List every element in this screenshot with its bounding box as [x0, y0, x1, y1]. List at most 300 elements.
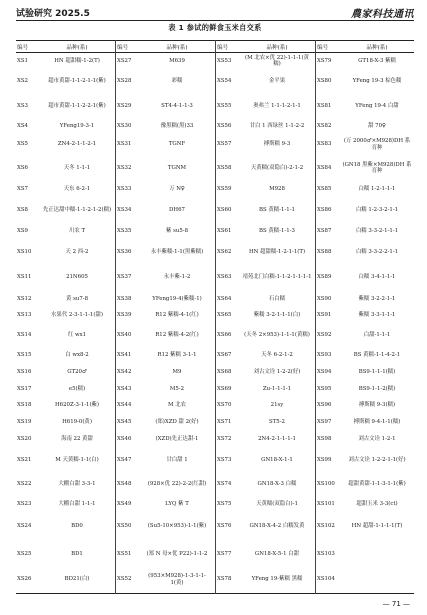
table-column-group [116, 40, 214, 594]
cell-number: XS20 [17, 436, 32, 443]
table-row [116, 94, 214, 118]
cell-number: XS57 [217, 141, 232, 148]
cell-number: XS36 [117, 248, 132, 255]
cell-variety: e5(糯) [68, 385, 86, 392]
cell-variety: 先正达甜中糯-1-1-2-1-2(糯) [42, 206, 112, 213]
cell-number: XS98 [317, 436, 332, 443]
cell-variety: 天东 6-2-1 [63, 185, 91, 192]
table-row [16, 53, 114, 69]
cell-number: XS80 [317, 78, 332, 85]
cell-variety: R12 紫糯-4-1(红) [155, 312, 199, 319]
table-row [316, 540, 414, 568]
cell-number: XS81 [317, 102, 332, 109]
table-column-group [316, 40, 414, 594]
page-header [16, 5, 414, 21]
cell-variety: M9 [172, 369, 182, 376]
cell-variety: 豫黑糯(黑)33 [160, 122, 194, 129]
cell-variety: 金平果 [268, 78, 286, 85]
cell-number: XS75 [217, 501, 232, 508]
table-row [16, 155, 114, 181]
cell-variety: 搏斯糯 9-4-1-1(糯) [353, 419, 401, 426]
cell-number: XS84 [317, 164, 332, 171]
cell-number: XS72 [217, 436, 232, 443]
cell-number: XS46 [117, 436, 132, 443]
table-row [16, 134, 114, 155]
cell-variety: HN 超甜-1-1-1-1(T) [351, 523, 403, 530]
table-row [316, 324, 414, 347]
table-row [216, 240, 314, 264]
cell-number: XS29 [117, 102, 132, 109]
table-row [16, 540, 114, 568]
table-row [16, 223, 114, 240]
table-row [116, 181, 214, 197]
table-row [16, 513, 114, 540]
cell-number: XS23 [17, 501, 32, 508]
table-row [216, 364, 314, 381]
table-row [216, 513, 314, 540]
cell-variety: ZN4-2-1-1-2-1 [57, 141, 97, 148]
cell-number: XS69 [217, 385, 232, 392]
cell-number: XS100 [317, 481, 335, 488]
cell-variety: M 天黄糯-1-1(白) [55, 457, 99, 464]
cell-variety: GN18-X-1-1 [261, 457, 293, 464]
cell-variety: 搏斯糯 9-3(糯) [358, 402, 396, 409]
cell-variety: 甘白 1 西绿丝 1-1-2-2 [249, 122, 305, 129]
table-row [316, 264, 414, 291]
cell-variety [340, 568, 414, 591]
table-row [316, 381, 414, 397]
table-row [16, 264, 114, 291]
cell-number: XS89 [317, 274, 332, 281]
cell-variety: M5-2 [169, 385, 185, 392]
table-row [316, 568, 414, 591]
cell-number: XS65 [217, 312, 232, 319]
cell-variety: 紫糯 3-3-1-1-1 [358, 312, 396, 319]
cell-variety: 白 wx8-2 [65, 352, 89, 359]
table-row [116, 291, 214, 307]
cell-variety: (Su5-10×953)-1-1(紫) [147, 523, 207, 530]
cell-variety: 红 wx1 [67, 332, 87, 339]
cell-number: XS79 [317, 57, 332, 64]
cell-number: XS2 [17, 78, 28, 85]
cell-variety [340, 540, 414, 568]
cell-number: XS87 [317, 228, 332, 235]
cell-number: XS71 [217, 419, 232, 426]
cell-variety: 紫糯 3-2-2-1-1 [358, 295, 396, 302]
table-row [316, 513, 414, 540]
table-row [116, 155, 214, 181]
table-row [316, 431, 414, 448]
table-row [216, 134, 314, 155]
cell-number: XS1 [17, 57, 28, 64]
cell-number: XS90 [317, 295, 332, 302]
cell-variety: 永丰紫糯-1-1(黑紫糯) [150, 248, 204, 255]
cell-variety: 天黄糯(双隐白)-2-1-2 [250, 164, 304, 171]
cell-number: XS54 [217, 78, 232, 85]
table-row [116, 347, 214, 364]
cell-number: XS49 [117, 501, 132, 508]
cell-variety: H619-0(黄) [62, 419, 92, 426]
cell-number: XS83 [317, 141, 332, 148]
cell-variety: YFeng19-3-1 [59, 122, 95, 129]
cell-variety: 紫糯 3-2-1-1-1(白) [253, 312, 301, 319]
table-row [316, 53, 414, 69]
table-row [116, 240, 214, 264]
cell-number: XS56 [217, 122, 232, 129]
table-row [316, 347, 414, 364]
table-row [316, 134, 414, 155]
cell-variety: GT18-X-3 紫糯 [358, 57, 396, 64]
cell-variety: 白糯 3-3-2-2-1-1 [355, 248, 399, 255]
table-row [316, 223, 414, 240]
cell-number: XS12 [17, 295, 32, 302]
table-row [216, 181, 314, 197]
cell-variety: 21N605 [66, 274, 88, 281]
table-row [16, 364, 114, 381]
table-row [16, 568, 114, 591]
table-column-group [16, 40, 114, 594]
table-row [216, 69, 314, 94]
cell-number: XS21 [17, 457, 32, 464]
cell-number: XS15 [17, 352, 32, 359]
cell-number: XS73 [217, 457, 232, 464]
table-row [116, 53, 214, 69]
cell-number: XS68 [217, 369, 232, 376]
table-row [116, 513, 214, 540]
table-row [216, 448, 314, 473]
cell-number: XS62 [217, 248, 232, 255]
table-row [16, 118, 114, 134]
cell-number: XS26 [17, 576, 32, 583]
cell-number: XS51 [117, 550, 132, 557]
cell-number: XS82 [317, 122, 332, 129]
table-row [16, 94, 114, 118]
cell-number: XS101 [317, 501, 335, 508]
cell-variety: YFeng 19-紫糯 黑糯 [251, 576, 303, 583]
cell-variety: H620Z-3-1-1(紫) [54, 402, 100, 409]
cell-number: XS91 [317, 312, 332, 319]
table-row [316, 94, 414, 118]
cell-variety: BS 黄糯-1-1-4-2-1 [353, 352, 401, 359]
cell-variety: YFeng 19-3 棕色糯 [352, 78, 402, 85]
inbred-lines-table [16, 40, 414, 594]
cell-variety: (M 北农×优 22)-1-1-1(黄糯) [245, 54, 309, 67]
cell-number: XS43 [117, 385, 132, 392]
cell-variety: 大棚白甜 1-1-1 [58, 501, 96, 508]
cell-number: XS25 [17, 550, 32, 557]
cell-variety: 刘古文诠 1-2-2-1-1(好) [348, 457, 406, 464]
cell-number: XS44 [117, 402, 132, 409]
cell-number: XS85 [317, 185, 332, 192]
cell-variety: 刘古文诠 1-2-1 [358, 436, 396, 443]
cell-number: XS10 [17, 248, 32, 255]
cell-number: XS64 [217, 295, 232, 302]
cell-variety: (953×M928)-1-3-1-1-1(黄) [148, 573, 206, 586]
cell-number: XS86 [317, 206, 332, 213]
table-row [216, 397, 314, 414]
table-row [16, 69, 114, 94]
cell-number: XS52 [117, 576, 132, 583]
cell-number: XS33 [117, 185, 132, 192]
table-row [116, 134, 214, 155]
table-row [116, 264, 214, 291]
cell-variety: GN18-X-4-2 白糯发黄 [249, 523, 305, 530]
cell-number: XS95 [317, 385, 332, 392]
cell-number: XS76 [217, 523, 232, 530]
cell-number: XS11 [17, 274, 32, 281]
cell-number: XS24 [17, 523, 32, 530]
table-row [216, 381, 314, 397]
table-row [16, 496, 114, 513]
cell-variety: BS9-1-1-1(糯) [358, 369, 396, 376]
table-row [216, 307, 314, 324]
table-row [316, 118, 414, 134]
cell-variety: 搏斯糯 9-3 [263, 141, 291, 148]
table-row [216, 155, 314, 181]
header-rule [16, 20, 414, 21]
cell-number: XS48 [117, 481, 132, 488]
cell-number: XS53 [217, 57, 232, 64]
cell-variety: LYQ 紫 T [165, 501, 189, 508]
cell-number: XS47 [117, 457, 132, 464]
cell-variety: 刘古文诠 1-2-2(好) [253, 369, 301, 376]
cell-variety: 大棚白甜 3-3-1 [58, 481, 96, 488]
cell-number: XS92 [317, 332, 332, 339]
cell-variety: DH67 [169, 206, 185, 213]
table-row [116, 364, 214, 381]
page-number: — 71 — [382, 600, 410, 608]
cell-number: XS19 [17, 419, 32, 426]
cell-variety: HN 超甜糯-1-2-1-1(T) [248, 248, 306, 255]
cell-number: XS102 [317, 523, 335, 530]
cell-variety: GT20♂ [67, 369, 87, 376]
cell-number: XS31 [117, 141, 132, 148]
cell-variety: YFeng19-4(紫糯-1) [152, 295, 202, 302]
cell-variety: (郑)XZD 甜 2(好) [155, 419, 199, 426]
header-number: 编号 [117, 44, 129, 51]
table-row [116, 431, 214, 448]
table-row [116, 568, 214, 591]
cell-variety: 甜 70♀ [368, 122, 386, 129]
cell-number: XS14 [17, 332, 32, 339]
cell-variety: 超甜黄甜-1-1-3-1-1(紫) [348, 481, 406, 488]
cell-number: XS45 [117, 419, 132, 426]
cell-variety: 永丰紫-1-2 [163, 274, 191, 281]
table-row [316, 496, 414, 513]
cell-variety: 天 2 西-2 [65, 248, 89, 255]
cell-variety: 靖苑北门白糯-1-1-2-1-1-1-1 [242, 274, 312, 281]
cell-number: XS37 [117, 274, 132, 281]
cell-variety: (GN18 黑紫×M928)DH 系育种 [342, 161, 412, 174]
table-row [216, 540, 314, 568]
cell-number: XS32 [117, 164, 132, 171]
cell-variety: 天冬 6-2-1-2 [261, 352, 293, 359]
cell-number: XS97 [317, 419, 332, 426]
table-row [116, 397, 214, 414]
cell-number: XS58 [217, 164, 232, 171]
table-row [216, 118, 314, 134]
cell-number: XS16 [17, 369, 32, 376]
cell-variety: YFeng 19-4 白甜 [355, 102, 399, 109]
cell-variety: 万 N♀ [169, 185, 185, 192]
header-number: 编号 [17, 44, 29, 51]
cell-number: XS59 [217, 185, 232, 192]
cell-number: XS67 [217, 352, 232, 359]
table-row [216, 568, 314, 591]
cell-variety: (XZD)先正达甜-1 [155, 436, 199, 443]
header-number: 编号 [217, 44, 229, 51]
table-header-row [16, 41, 114, 52]
cell-number: XS40 [117, 332, 132, 339]
table-row [116, 197, 214, 223]
cell-variety: BD0 [71, 523, 83, 530]
cell-number: XS22 [17, 481, 32, 488]
cell-variety: 川农 T [68, 228, 86, 235]
cell-number: XS38 [117, 295, 132, 302]
cell-number: XS7 [17, 185, 28, 192]
table-row [216, 324, 314, 347]
cell-variety: 超市黄甜-1-1-2-2-1(紫) [48, 102, 106, 109]
table-row [116, 448, 214, 473]
cell-variety: 奥弗兰 1-1-1-2-1-1 [253, 102, 301, 109]
cell-number: XS27 [117, 57, 132, 64]
table-row [16, 431, 114, 448]
cell-number: XS63 [217, 274, 232, 281]
table-row [16, 381, 114, 397]
table-row [116, 381, 214, 397]
cell-number: XS99 [317, 457, 332, 464]
cell-variety: 白甜-1-1-1 [363, 332, 391, 339]
table-row [216, 496, 314, 513]
header-number: 编号 [317, 44, 329, 51]
cell-number: XS66 [217, 332, 232, 339]
cell-variety: (天冬 2×953)-1-1-1(黄糯) [244, 332, 310, 339]
header-variety: 品种(系) [366, 44, 388, 51]
table-row [216, 223, 314, 240]
table-row [216, 264, 314, 291]
cell-variety: 水果代 2-3-1-1-1(甜) [51, 312, 103, 319]
table-row [216, 414, 314, 431]
table-row [16, 324, 114, 347]
cell-number: XS74 [217, 481, 232, 488]
table-row [316, 448, 414, 473]
table-row [316, 240, 414, 264]
cell-variety: 石白糯 [268, 295, 286, 302]
cell-number: XS104 [317, 576, 335, 583]
table-row [116, 118, 214, 134]
cell-number: XS42 [117, 369, 132, 376]
cell-variety: 黄 su7-8 [65, 295, 89, 302]
cell-number: XS8 [17, 206, 28, 213]
cell-number: XS6 [17, 164, 28, 171]
table-row [16, 448, 114, 473]
cell-variety: M928 [269, 185, 285, 192]
cell-variety: 白糯 1-2-1-1-1 [358, 185, 396, 192]
cell-number: XS88 [317, 248, 332, 255]
table-row [16, 414, 114, 431]
cell-variety: 海南 22 黄甜 [61, 436, 93, 443]
table-row [16, 291, 114, 307]
cell-variety: BD1 [71, 550, 83, 557]
cell-number: XS103 [317, 550, 335, 557]
cell-variety: 超市黄甜-1-1-2-1-1(紫) [48, 78, 106, 85]
table-title: 表 1 参试的鲜食玉米自交系 [168, 23, 262, 32]
table-row [16, 397, 114, 414]
cell-number: XS94 [317, 369, 332, 376]
cell-variety: 甘白甜 1 [166, 457, 188, 464]
table-column-group [216, 40, 314, 594]
cell-variety: 紫 su5-8 [165, 228, 189, 235]
cell-variety: BS 黄糯-1-1-3 [259, 228, 295, 235]
header-variety: 品种(系) [166, 44, 188, 51]
cell-variety: 白糯 3-3-2-1-1-1 [355, 228, 399, 235]
table-row [116, 223, 214, 240]
table-row [116, 496, 214, 513]
cell-variety: (万 2000♂×M928)DH 系育种 [343, 138, 411, 151]
cell-number: XS3 [17, 102, 28, 109]
cell-variety: 2N4-2-1-1-1-1 [258, 436, 296, 443]
table-row [316, 473, 414, 496]
cell-variety: R12 紫糯-4-2(红) [155, 332, 199, 339]
table-row [16, 240, 114, 264]
table-row [216, 473, 314, 496]
cell-variety: M 北农 [167, 402, 186, 409]
table-row [316, 414, 414, 431]
cell-variety: TGNM [167, 164, 187, 171]
table-row [216, 53, 314, 69]
cell-number: XS5 [17, 141, 28, 148]
cell-variety: R12 紫糯 3-1-1 [157, 352, 197, 359]
journal-issue: 试验研究 2025.5 [16, 9, 90, 19]
cell-variety: Zu-1-1-1-1 [262, 385, 292, 392]
cell-variety: (郑 N 母×优 P22)-1-1-2 [146, 550, 208, 557]
cell-number: XS39 [117, 312, 132, 319]
table-row [316, 181, 414, 197]
cell-variety: ST4-4-1-1-3 [161, 102, 193, 109]
cell-variety: ST5-2 [269, 419, 285, 426]
cell-number: XS4 [17, 122, 28, 129]
table-row [116, 414, 214, 431]
cell-variety: 天冬 1-1-1 [63, 164, 91, 171]
cell-number: XS77 [217, 550, 232, 557]
cell-variety: BD21(白) [64, 576, 90, 583]
table-row [216, 347, 314, 364]
cell-variety: GN18-X-3 白糯 [257, 481, 297, 488]
cell-variety: TGNF [168, 141, 186, 148]
cell-variety: 21sy [270, 402, 284, 409]
cell-number: XS30 [117, 122, 132, 129]
table-header-row [216, 41, 314, 52]
table-row [16, 181, 114, 197]
table-row [316, 364, 414, 381]
cell-variety: (928×优 22)-2-2(红甜) [147, 481, 207, 488]
cell-variety: BS9-1-1-2(糯) [358, 385, 396, 392]
cell-variety: 天黄糯(双隐白)-1 [256, 501, 298, 508]
table-row [216, 94, 314, 118]
table-row [116, 324, 214, 347]
cell-number: XS28 [117, 78, 132, 85]
cell-number: XS78 [217, 576, 232, 583]
cell-number: XS41 [117, 352, 132, 359]
header-variety: 品种(系) [66, 44, 88, 51]
cell-variety: M639 [169, 57, 185, 64]
table-row [16, 347, 114, 364]
table-row [216, 431, 314, 448]
table-row [216, 291, 314, 307]
cell-number: XS35 [117, 228, 132, 235]
table-row [316, 155, 414, 181]
table-row [316, 197, 414, 223]
